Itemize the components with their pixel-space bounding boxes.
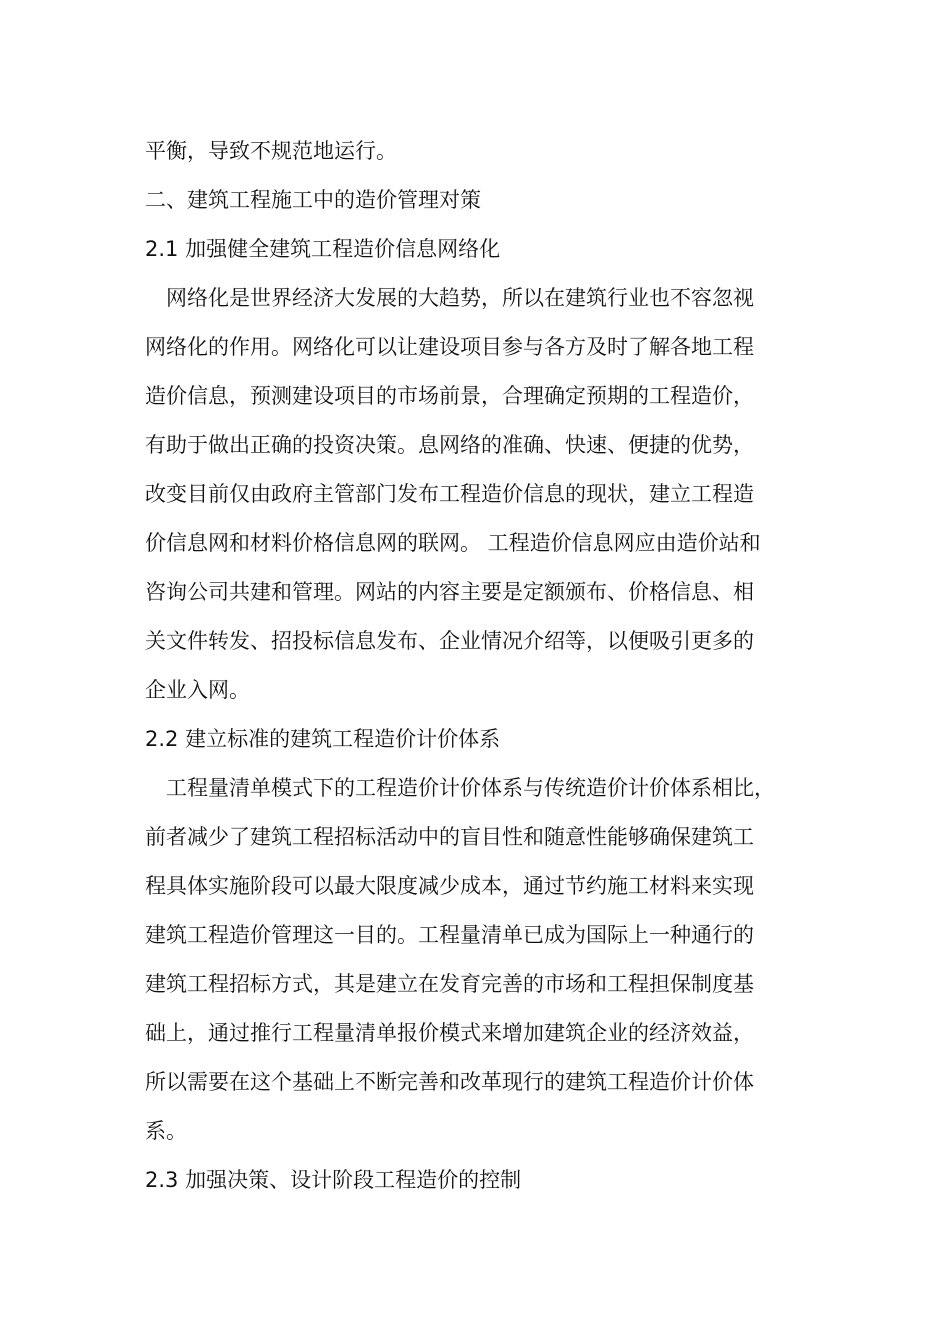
paragraph-line: 程具体实施阶段可以最大限度减少成本，通过节约施工材料来实现 (145, 874, 754, 898)
paragraph-line: 关文件转发、招投标信息发布、企业情况介绍等，以便吸引更多的 (145, 629, 754, 653)
paragraph-line: 网络化的作用。网络化可以让建设项目参与各方及时了解各地工程 (145, 335, 754, 359)
paragraph-line: 所以需要在这个基础上不断完善和改革现行的建筑工程造价计价体 (145, 1070, 754, 1094)
paragraph-line: 改变目前仅由政府主管部门发布工程造价信息的现状，建立工程造 (145, 482, 754, 506)
paragraph-line: 价信息网和材料价格信息网的联网。 工程造价信息网应由造价站和 (145, 531, 761, 555)
paragraph-line: 建筑工程造价管理这一目的。工程量清单已成为国际上一种通行的 (145, 923, 754, 947)
paragraph-line: 系。 (145, 1119, 187, 1143)
subsection-heading-2-1: 2.1 加强健全建筑工程造价信息网络化 (145, 237, 501, 261)
paragraph-line: 企业入网。 (145, 678, 250, 702)
paragraph-line: 有助于做出正确的投资决策。息网络的准确、快速、便捷的优势， (145, 433, 754, 457)
paragraph-line: 前者减少了建筑工程招标活动中的盲目性和随意性能够确保建筑工 (145, 825, 754, 849)
paragraph-continuation: 平衡，导致不规范地运行。 (145, 139, 397, 163)
subsection-heading-2-2: 2.2 建立标准的建筑工程造价计价体系 (145, 727, 501, 751)
document-body (145, 127, 810, 1205)
paragraph-line: 网络化是世界经济大发展的大趋势，所以在建筑行业也不容忽视 (166, 286, 754, 310)
paragraph-line: 础上，通过推行工程量清单报价模式来增加建筑企业的经济效益， (145, 1021, 754, 1045)
paragraph-line: 建筑工程招标方式，其是建立在发育完善的市场和工程担保制度基 (145, 972, 754, 996)
section-heading: 二、建筑工程施工中的造价管理对策 (145, 188, 481, 212)
paragraph-line: 造价信息，预测建设项目的市场前景，合理确定预期的工程造价， (145, 384, 754, 408)
paragraph-line: 咨询公司共建和管理。网站的内容主要是定额颁布、价格信息、相 (145, 580, 754, 604)
paragraph-line: 工程量清单模式下的工程造价计价体系与传统造价计价体系相比， (166, 776, 775, 800)
subsection-heading-2-3: 2.3 加强决策、设计阶段工程造价的控制 (145, 1168, 522, 1192)
